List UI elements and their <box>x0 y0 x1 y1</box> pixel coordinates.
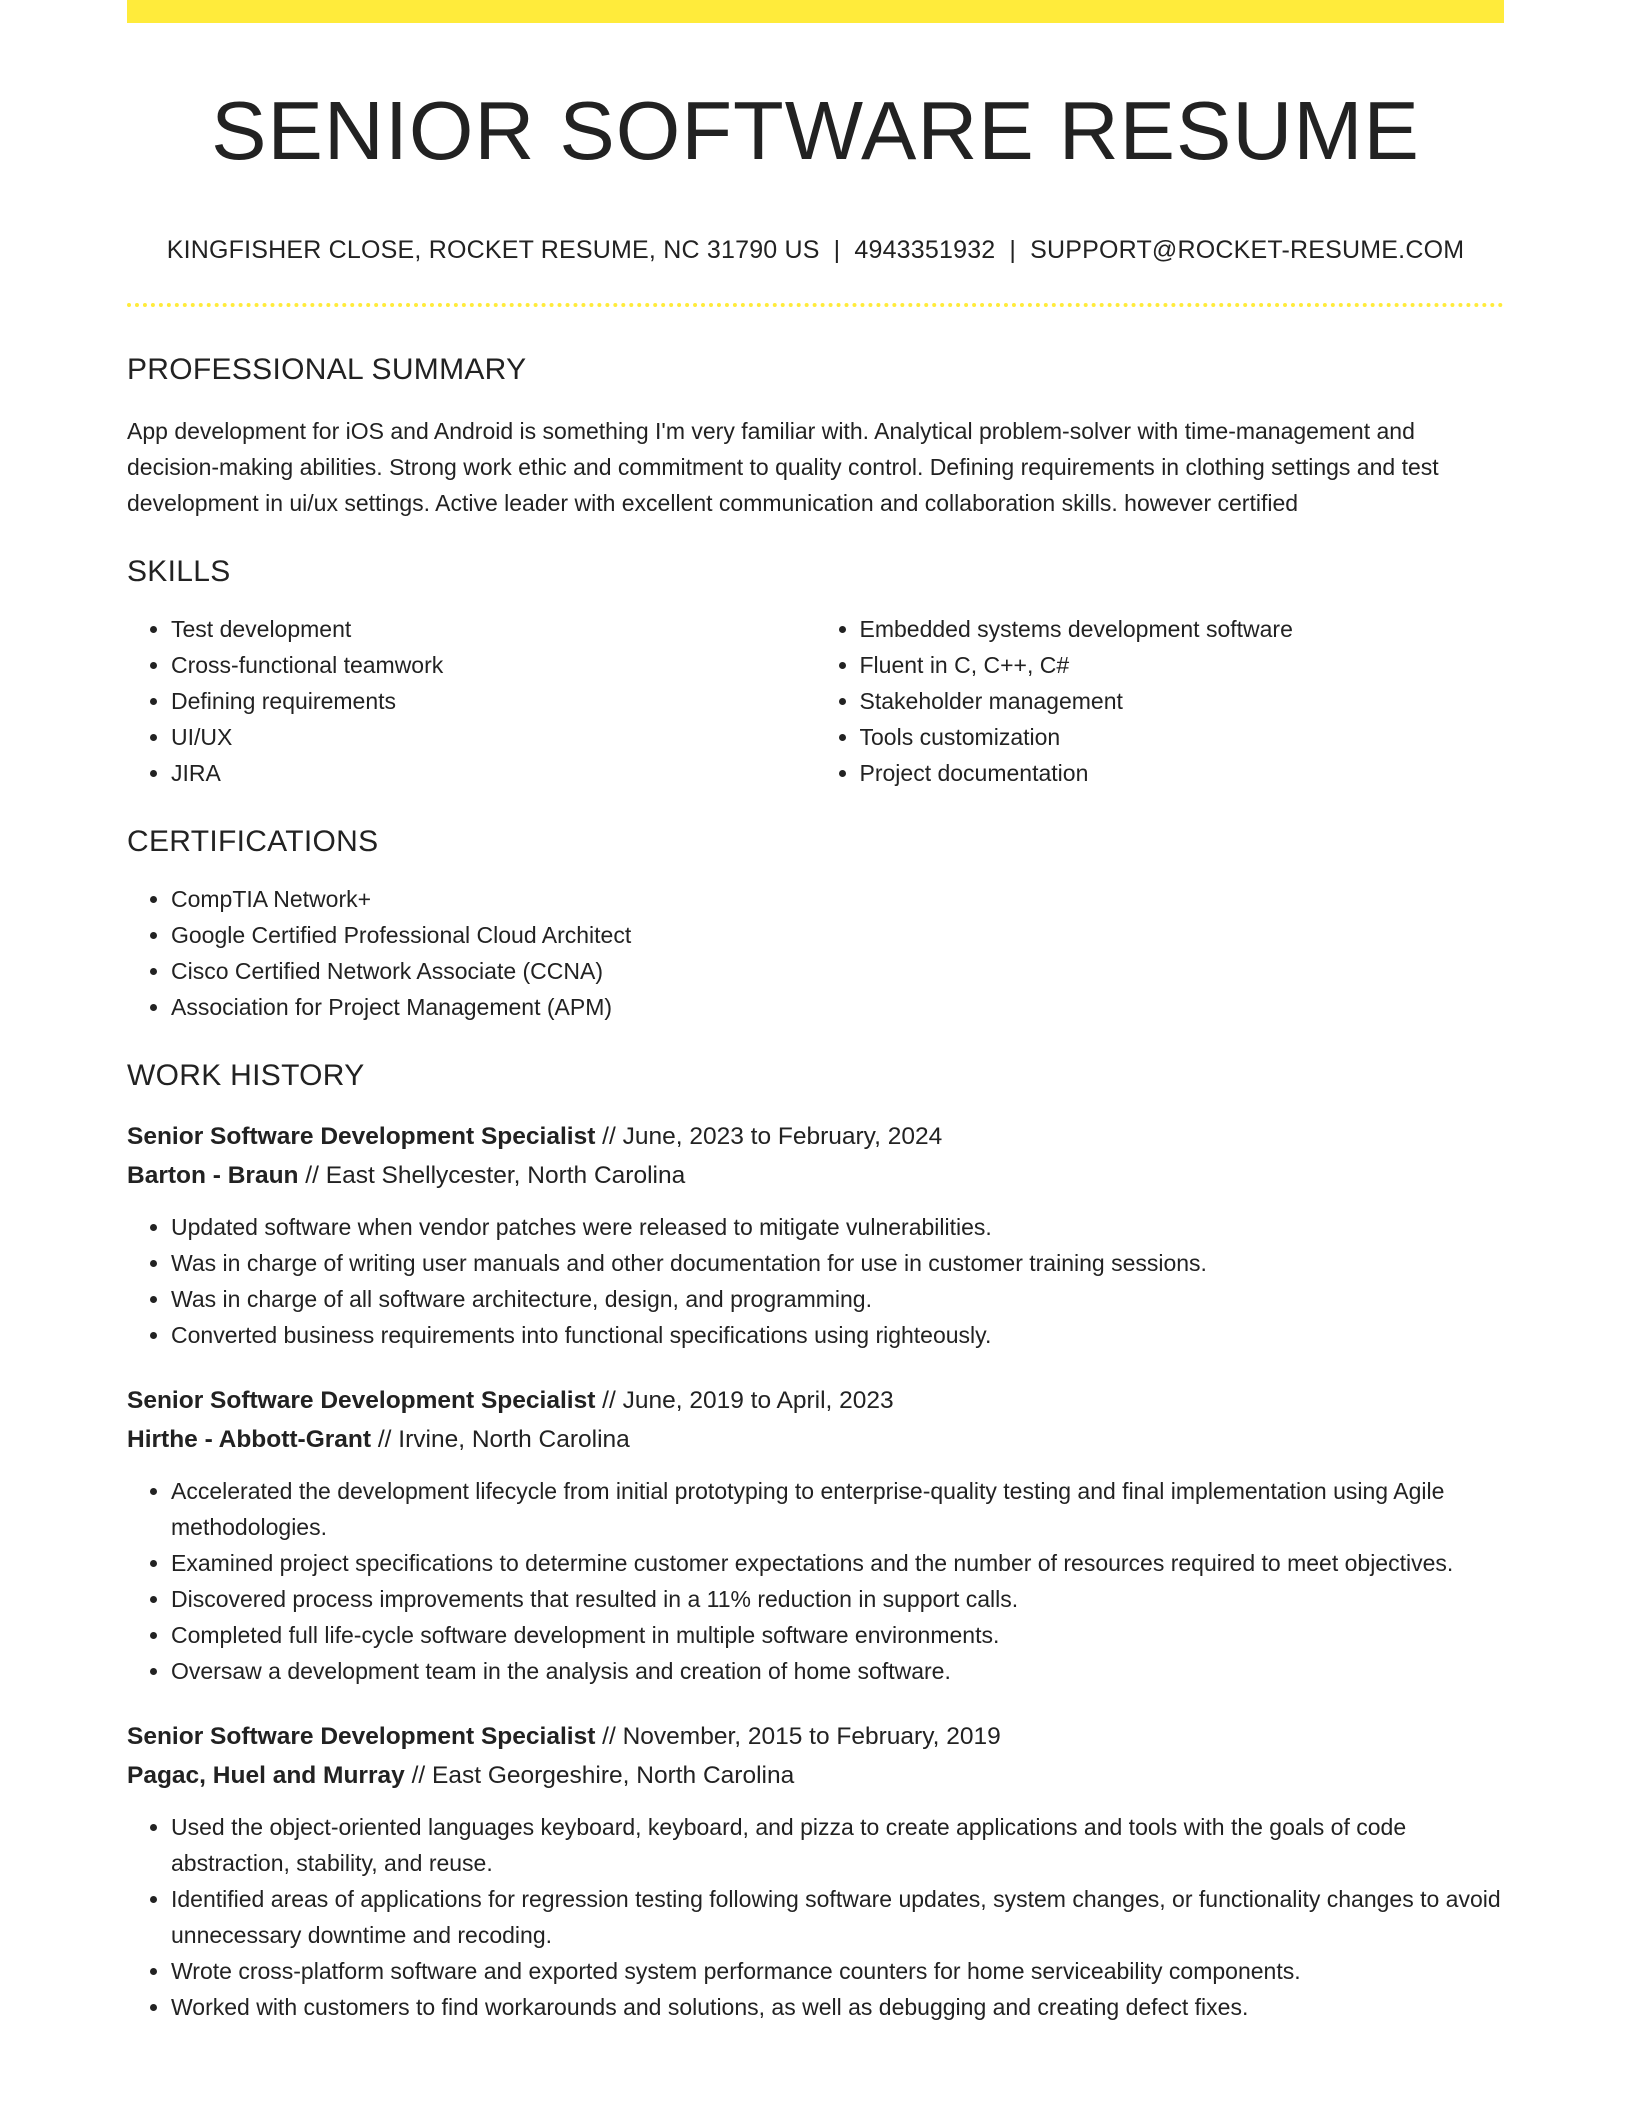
job-title: Senior Software Development Specialist <box>127 1387 596 1415</box>
contact-phone: 4943351932 <box>854 236 996 265</box>
job-bullets <box>127 1209 1504 1353</box>
job-bullet: • Wrote cross-platform software and exported system performance counters for home serviceability components. <box>171 1953 1504 1989</box>
job-company: Barton - Braun <box>127 1162 299 1190</box>
resume-title: SENIOR SOFTWARE RESUME <box>211 84 1420 177</box>
job-title-line <box>127 1381 1504 1420</box>
job-title-line <box>127 1717 1504 1756</box>
skill-item: • JIRA <box>171 755 816 791</box>
certifications-heading: CERTIFICATIONS <box>127 825 379 859</box>
skill-item: • Embedded systems development software <box>860 611 1505 647</box>
job-location: // East Georgeshire, North Carolina <box>404 1762 795 1790</box>
job-title: Senior Software Development Specialist <box>127 1723 596 1751</box>
certification-item: • CompTIA Network+ <box>171 881 1504 917</box>
certifications-section <box>127 825 1504 1025</box>
summary-text: App development for iOS and Android is something I'm very familiar with. Analytical problem-solver with time-management and decision-making abilities. Strong work ethic and commitment to quality control. Defining requirements in clothing settings and test development in ui/ux settings. Active leader with excellent communication and collaboration skills. however certified <box>127 418 1439 517</box>
job-company-line <box>127 1756 1504 1795</box>
contact-separator: | <box>1009 236 1017 265</box>
job-bullet: • Used the object-oriented languages keyboard, keyboard, and pizza to create applications and tools with the goals of code abstraction, stability, and reuse. <box>171 1809 1504 1881</box>
job-entry <box>127 1117 1504 1353</box>
job-bullet: • Converted business requirements into functional specifications using righteously. <box>171 1317 1504 1353</box>
job-company-line <box>127 1156 1504 1195</box>
certifications-list <box>127 881 1504 1025</box>
job-location: // East Shellycester, North Carolina <box>298 1162 686 1190</box>
job-company-line <box>127 1420 1504 1459</box>
resume-page <box>127 0 1504 2025</box>
accent-top-bar <box>127 0 1504 23</box>
summary-heading: PROFESSIONAL SUMMARY <box>127 353 527 387</box>
skill-item: • Stakeholder management <box>860 683 1505 719</box>
summary-section <box>127 353 1504 521</box>
job-location: // Irvine, North Carolina <box>371 1426 630 1454</box>
skills-list-right <box>816 611 1505 791</box>
certification-item: • Association for Project Management (APM) <box>171 989 1504 1025</box>
job-bullet: • Identified areas of applications for regression testing following software updates, system changes, or functionality changes to avoid unnecessary downtime and recoding. <box>171 1881 1504 1953</box>
skills-section <box>127 555 1504 791</box>
skill-item: • Fluent in C, C++, C# <box>860 647 1505 683</box>
skills-heading: SKILLS <box>127 555 231 589</box>
job-bullet: • Was in charge of writing user manuals and other documentation for use in customer training sessions. <box>171 1245 1504 1281</box>
job-dates: // June, 2019 to April, 2023 <box>595 1387 894 1415</box>
skill-item: • Project documentation <box>860 755 1505 791</box>
job-dates: // November, 2015 to February, 2019 <box>595 1723 1001 1751</box>
skill-item: • Test development <box>171 611 816 647</box>
job-bullet: • Oversaw a development team in the analysis and creation of home software. <box>171 1653 1504 1689</box>
skill-item: • Defining requirements <box>171 683 816 719</box>
contact-line <box>127 236 1504 265</box>
job-bullet: • Examined project specifications to determine customer expectations and the number of resources required to meet objectives. <box>171 1545 1504 1581</box>
job-bullet: • Completed full life-cycle software development in multiple software environments. <box>171 1617 1504 1653</box>
skill-item: • Tools customization <box>860 719 1505 755</box>
job-bullet: • Worked with customers to find workarounds and solutions, as well as debugging and creating defect fixes. <box>171 1989 1504 2025</box>
skills-grid <box>127 611 1504 791</box>
work-history-section <box>127 1059 1504 2025</box>
job-bullet: • Discovered process improvements that resulted in a 11% reduction in support calls. <box>171 1581 1504 1617</box>
contact-address: KINGFISHER CLOSE, ROCKET RESUME, NC 31790 US <box>166 236 820 265</box>
skill-item: • UI/UX <box>171 719 816 755</box>
job-title: Senior Software Development Specialist <box>127 1123 596 1151</box>
job-bullets <box>127 1473 1504 1689</box>
job-bullet: • Accelerated the development lifecycle from initial prototyping to enterprise-quality testing and final implementation using Agile methodologies. <box>171 1473 1504 1545</box>
dotted-divider <box>127 303 1504 307</box>
skill-item: • Cross-functional teamwork <box>171 647 816 683</box>
job-bullet: • Updated software when vendor patches were released to mitigate vulnerabilities. <box>171 1209 1504 1245</box>
skills-list-left <box>127 611 816 791</box>
contact-separator: | <box>833 236 841 265</box>
certification-item: • Cisco Certified Network Associate (CCNA) <box>171 953 1504 989</box>
work-history-heading: WORK HISTORY <box>127 1059 365 1093</box>
job-bullet: • Was in charge of all software architecture, design, and programming. <box>171 1281 1504 1317</box>
job-entry <box>127 1717 1504 2025</box>
certification-item: • Google Certified Professional Cloud Architect <box>171 917 1504 953</box>
job-title-line <box>127 1117 1504 1156</box>
job-company: Hirthe - Abbott-Grant <box>127 1426 372 1454</box>
job-company: Pagac, Huel and Murray <box>127 1762 405 1790</box>
job-entry <box>127 1381 1504 1689</box>
job-bullets <box>127 1809 1504 2025</box>
contact-email: SUPPORT@ROCKET-RESUME.COM <box>1030 236 1465 265</box>
job-dates: // June, 2023 to February, 2024 <box>595 1123 943 1151</box>
